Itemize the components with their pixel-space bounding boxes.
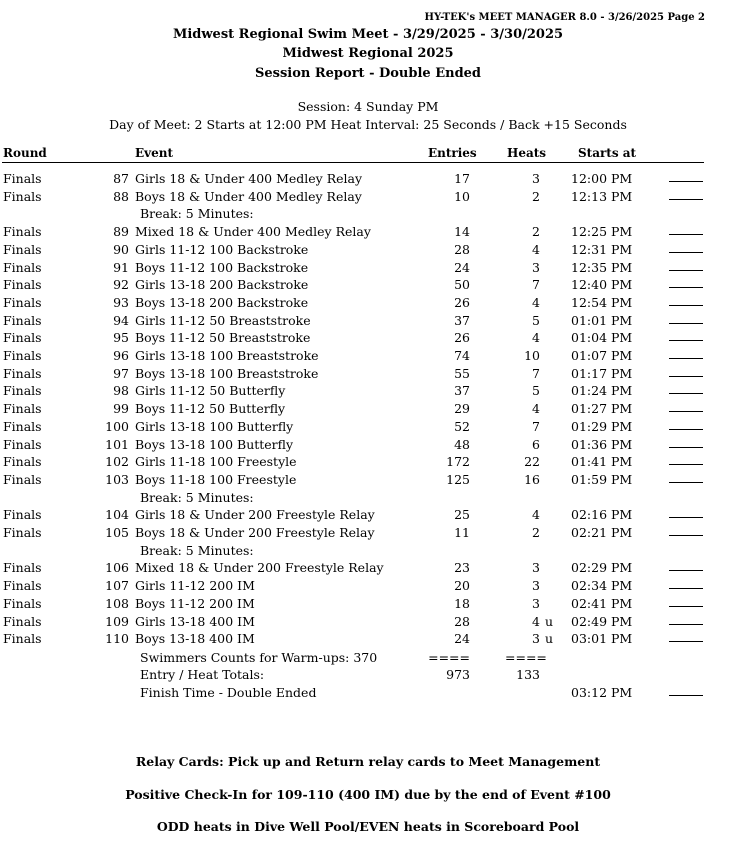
event-entries: 14	[454, 224, 470, 240]
event-row	[0, 507, 736, 525]
event-entries: 125	[446, 471, 470, 487]
event-start-time: 03:01 PM	[571, 631, 633, 647]
event-name: Girls 11-12 50 Butterfly	[135, 383, 286, 399]
event-checkline	[669, 614, 703, 625]
event-round: Finals	[3, 383, 42, 399]
event-checkline	[669, 596, 703, 607]
event-name: Boys 13-18 100 Breaststroke	[135, 365, 319, 381]
event-number: 99	[113, 401, 129, 417]
warmup-row	[0, 650, 736, 668]
event-number: 94	[113, 312, 129, 328]
event-number: 98	[113, 383, 129, 399]
event-checkline	[669, 419, 703, 430]
event-round: Finals	[3, 330, 42, 346]
event-checkline	[669, 507, 703, 518]
event-round: Finals	[3, 294, 42, 310]
event-number: 108	[105, 595, 129, 611]
event-name: Boys 11-12 50 Breaststroke	[135, 330, 311, 346]
event-round: Finals	[3, 241, 42, 257]
event-round: Finals	[3, 560, 42, 576]
event-heats: 4	[532, 401, 540, 417]
event-name: Mixed 18 & Under 400 Medley Relay	[135, 224, 371, 240]
total-entries: 973	[446, 667, 470, 682]
break-row	[0, 206, 736, 224]
event-start-time: 01:36 PM	[571, 436, 633, 452]
event-number: 88	[113, 188, 129, 204]
event-entries: 74	[454, 348, 470, 363]
event-round: Finals	[3, 436, 42, 452]
totals-label: Entry / Heat Totals:	[140, 667, 265, 682]
software-header: HY-TEK's MEET MANAGER 8.0 - 3/26/2025 Page 2	[424, 12, 705, 23]
note-pools: ODD heats in Dive Well Pool/EVEN heats in Scoreboard Pool	[156, 819, 580, 834]
event-checkline	[669, 242, 703, 253]
event-entries: 52	[454, 418, 470, 434]
event-row	[0, 242, 736, 260]
event-start-time: 12:13 PM	[571, 188, 633, 204]
total-heats: 133	[516, 667, 540, 682]
event-checkline	[669, 330, 703, 341]
meet-subtitle: Midwest Regional 2025	[282, 46, 454, 61]
event-round: Finals	[3, 312, 42, 328]
event-round: Finals	[3, 224, 42, 240]
event-row	[0, 348, 736, 366]
event-entries: 26	[454, 330, 470, 346]
event-entries: 28	[454, 241, 470, 257]
event-row	[0, 631, 736, 649]
event-round: Finals	[3, 171, 42, 186]
event-name: Girls 13-18 100 Butterfly	[135, 418, 294, 434]
event-row	[0, 472, 736, 490]
event-entries: 23	[454, 560, 470, 576]
event-round: Finals	[3, 401, 42, 417]
event-checkline	[669, 224, 703, 235]
event-number: 103	[105, 471, 129, 487]
event-entries: 29	[454, 401, 470, 417]
note-relay-cards: Relay Cards: Pick up and Return relay cards to Meet Management	[135, 754, 601, 769]
event-start-time: 12:35 PM	[571, 259, 633, 275]
event-heats: 4	[532, 613, 540, 629]
event-heats: 4	[532, 330, 540, 346]
event-entries: 55	[454, 365, 470, 381]
event-checkline	[669, 472, 703, 483]
event-row	[0, 277, 736, 295]
event-round: Finals	[3, 348, 42, 363]
event-entries: 10	[454, 188, 470, 204]
finish-checkline	[669, 685, 703, 696]
event-number: 90	[113, 241, 129, 257]
event-round: Finals	[3, 277, 42, 293]
break-label: Break: 5 Minutes:	[140, 206, 254, 222]
event-entries: 24	[454, 259, 470, 275]
event-number: 96	[113, 348, 129, 363]
event-number: 89	[113, 224, 129, 240]
event-start-time: 12:25 PM	[571, 224, 633, 240]
event-checkline	[669, 454, 703, 465]
event-start-time: 01:24 PM	[571, 383, 633, 399]
event-row	[0, 330, 736, 348]
event-name: Boys 18 & Under 200 Freestyle Relay	[135, 525, 375, 540]
event-checkline	[669, 578, 703, 589]
event-round: Finals	[3, 631, 42, 647]
event-heats: 7	[532, 418, 540, 434]
event-number: 100	[105, 418, 129, 434]
event-round: Finals	[3, 595, 42, 611]
event-name: Mixed 18 & Under 200 Freestyle Relay	[135, 560, 384, 576]
event-round: Finals	[3, 365, 42, 381]
finish-time: 03:12 PM	[571, 685, 633, 700]
event-row	[0, 578, 736, 596]
event-start-time: 12:00 PM	[571, 171, 633, 186]
event-start-time: 02:29 PM	[571, 560, 633, 576]
heats-rule: ====	[505, 650, 547, 665]
event-entries: 25	[454, 507, 470, 523]
event-number: 101	[105, 436, 129, 452]
event-start-time: 02:41 PM	[571, 595, 633, 611]
event-row	[0, 454, 736, 472]
event-row	[0, 295, 736, 313]
event-round: Finals	[3, 454, 42, 470]
event-checkline	[669, 401, 703, 412]
event-row	[0, 260, 736, 278]
event-checkline	[669, 366, 703, 377]
event-name: Boys 13-18 100 Butterfly	[135, 436, 294, 452]
event-round: Finals	[3, 507, 42, 523]
break-row	[0, 490, 736, 508]
event-start-time: 01:29 PM	[571, 418, 633, 434]
event-checkline	[669, 525, 703, 536]
event-start-time: 01:07 PM	[571, 348, 633, 363]
note-check-in: Positive Check-In for 109-110 (400 IM) due by the end of Event #100	[125, 787, 611, 802]
col-header-round: Round	[3, 146, 47, 160]
event-checkline	[669, 560, 703, 571]
event-entries: 37	[454, 383, 470, 399]
event-name: Girls 13-18 400 IM	[135, 613, 255, 629]
event-checkline	[669, 189, 703, 200]
event-row	[0, 401, 736, 419]
event-heats: 2	[532, 224, 540, 240]
event-start-time: 02:16 PM	[571, 507, 633, 523]
event-name: Boys 11-12 200 IM	[135, 595, 255, 611]
break-label: Break: 5 Minutes:	[140, 542, 254, 558]
col-header-starts: Starts at	[578, 146, 637, 160]
event-row	[0, 419, 736, 437]
event-name: Girls 11-18 100 Freestyle	[135, 454, 297, 470]
event-number: 91	[113, 259, 129, 275]
event-entries: 48	[454, 436, 470, 452]
event-row	[0, 313, 736, 331]
event-heats: 5	[532, 312, 540, 328]
event-round: Finals	[3, 259, 42, 275]
event-heats: 22	[524, 454, 540, 470]
event-heats: 7	[532, 277, 540, 293]
event-round: Finals	[3, 188, 42, 204]
event-number: 102	[105, 454, 129, 470]
event-round: Finals	[3, 525, 42, 540]
event-heats: 10	[524, 348, 540, 363]
event-entries: 26	[454, 294, 470, 310]
event-row	[0, 525, 736, 543]
event-row	[0, 560, 736, 578]
event-number: 106	[105, 560, 129, 576]
event-heats: 3	[532, 578, 540, 594]
session-info: Session: 4 Sunday PM	[297, 99, 439, 114]
event-start-time: 02:49 PM	[571, 613, 633, 629]
event-entries: 37	[454, 312, 470, 328]
event-round: Finals	[3, 471, 42, 487]
event-checkline	[669, 171, 703, 182]
event-start-time: 12:54 PM	[571, 294, 633, 310]
event-heats: 5	[532, 383, 540, 399]
col-header-event: Event	[135, 146, 174, 160]
event-row	[0, 383, 736, 401]
event-checkline	[669, 260, 703, 271]
event-start-time: 02:21 PM	[571, 525, 633, 540]
event-checkline	[669, 277, 703, 288]
warmup-count: Swimmers Counts for Warm-ups: 370	[140, 650, 378, 665]
event-number: 109	[105, 613, 129, 629]
event-heats: 2	[532, 188, 540, 204]
event-number: 92	[113, 277, 129, 293]
event-entries: 28	[454, 613, 470, 629]
event-entries: 17	[454, 171, 470, 186]
event-name: Boys 13-18 200 Backstroke	[135, 294, 309, 310]
finish-label: Finish Time - Double Ended	[140, 685, 317, 700]
event-name: Girls 18 & Under 200 Freestyle Relay	[135, 507, 375, 523]
event-number: 93	[113, 294, 129, 310]
event-row	[0, 437, 736, 455]
event-heats: 4	[532, 241, 540, 257]
col-header-entries: Entries	[428, 146, 477, 160]
event-start-time: 01:27 PM	[571, 401, 633, 417]
session-details: Day of Meet: 2 Starts at 12:00 PM Heat Interval: 25 Seconds / Back +15 Seconds	[109, 117, 627, 132]
event-name: Boys 13-18 400 IM	[135, 631, 255, 647]
event-heats: 16	[524, 471, 540, 487]
event-heats: 6	[532, 436, 540, 452]
event-number: 105	[105, 525, 129, 540]
event-heats: 3	[532, 259, 540, 275]
event-row	[0, 171, 736, 189]
event-start-time: 02:34 PM	[571, 578, 633, 594]
event-checkline	[669, 313, 703, 324]
event-start-time: 12:31 PM	[571, 241, 633, 257]
event-number: 97	[113, 365, 129, 381]
event-name: Girls 11-12 50 Breaststroke	[135, 312, 311, 328]
event-round: Finals	[3, 578, 42, 594]
event-row	[0, 224, 736, 242]
event-name: Boys 18 & Under 400 Medley Relay	[135, 188, 362, 204]
break-label: Break: 5 Minutes:	[140, 489, 254, 505]
event-checkline	[669, 295, 703, 306]
event-checkline	[669, 348, 703, 359]
event-start-time: 01:59 PM	[571, 471, 633, 487]
event-entries: 50	[454, 277, 470, 293]
entries-rule: ====	[428, 650, 470, 665]
event-number: 107	[105, 578, 129, 594]
break-row	[0, 543, 736, 561]
event-name: Girls 11-12 200 IM	[135, 578, 255, 594]
event-heats: 3	[532, 595, 540, 611]
event-number: 104	[105, 507, 129, 523]
meet-title: Midwest Regional Swim Meet - 3/29/2025 - 3/30/2025	[172, 27, 564, 42]
event-heats: 3	[532, 560, 540, 576]
col-header-heats: Heats	[507, 146, 547, 160]
event-start-time: 01:04 PM	[571, 330, 633, 346]
event-heats: 3	[532, 631, 540, 647]
event-heats: 7	[532, 365, 540, 381]
event-start-time: 01:41 PM	[571, 454, 633, 470]
event-name: Girls 11-12 100 Backstroke	[135, 241, 309, 257]
event-name: Boys 11-12 50 Butterfly	[135, 401, 286, 417]
event-row	[0, 614, 736, 632]
event-heats: 3	[532, 171, 540, 186]
event-flag: u	[545, 613, 554, 629]
event-row	[0, 596, 736, 614]
event-start-time: 01:17 PM	[571, 365, 633, 381]
event-checkline	[669, 437, 703, 448]
event-entries: 20	[454, 578, 470, 594]
event-entries: 172	[446, 454, 470, 470]
event-start-time: 01:01 PM	[571, 312, 633, 328]
event-flag: u	[545, 631, 554, 647]
event-round: Finals	[3, 613, 42, 629]
event-start-time: 12:40 PM	[571, 277, 633, 293]
event-number: 87	[113, 171, 129, 186]
event-number: 110	[105, 631, 129, 647]
event-entries: 11	[454, 525, 470, 540]
event-heats: 2	[532, 525, 540, 540]
event-checkline	[669, 631, 703, 642]
header-rule	[2, 162, 704, 163]
totals-row	[0, 667, 736, 685]
event-heats: 4	[532, 294, 540, 310]
event-round: Finals	[3, 418, 42, 434]
event-entries: 24	[454, 631, 470, 647]
event-name: Boys 11-12 100 Backstroke	[135, 259, 309, 275]
event-name: Girls 18 & Under 400 Medley Relay	[135, 171, 363, 186]
event-name: Girls 13-18 100 Breaststroke	[135, 348, 319, 363]
event-checkline	[669, 383, 703, 394]
event-heats: 4	[532, 507, 540, 523]
event-row	[0, 189, 736, 207]
event-number: 95	[113, 330, 129, 346]
report-title: Session Report - Double Ended	[254, 66, 482, 81]
event-entries: 18	[454, 595, 470, 611]
finish-row	[0, 685, 736, 703]
event-row	[0, 366, 736, 384]
event-name: Boys 11-18 100 Freestyle	[135, 471, 297, 487]
event-name: Girls 13-18 200 Backstroke	[135, 277, 309, 293]
